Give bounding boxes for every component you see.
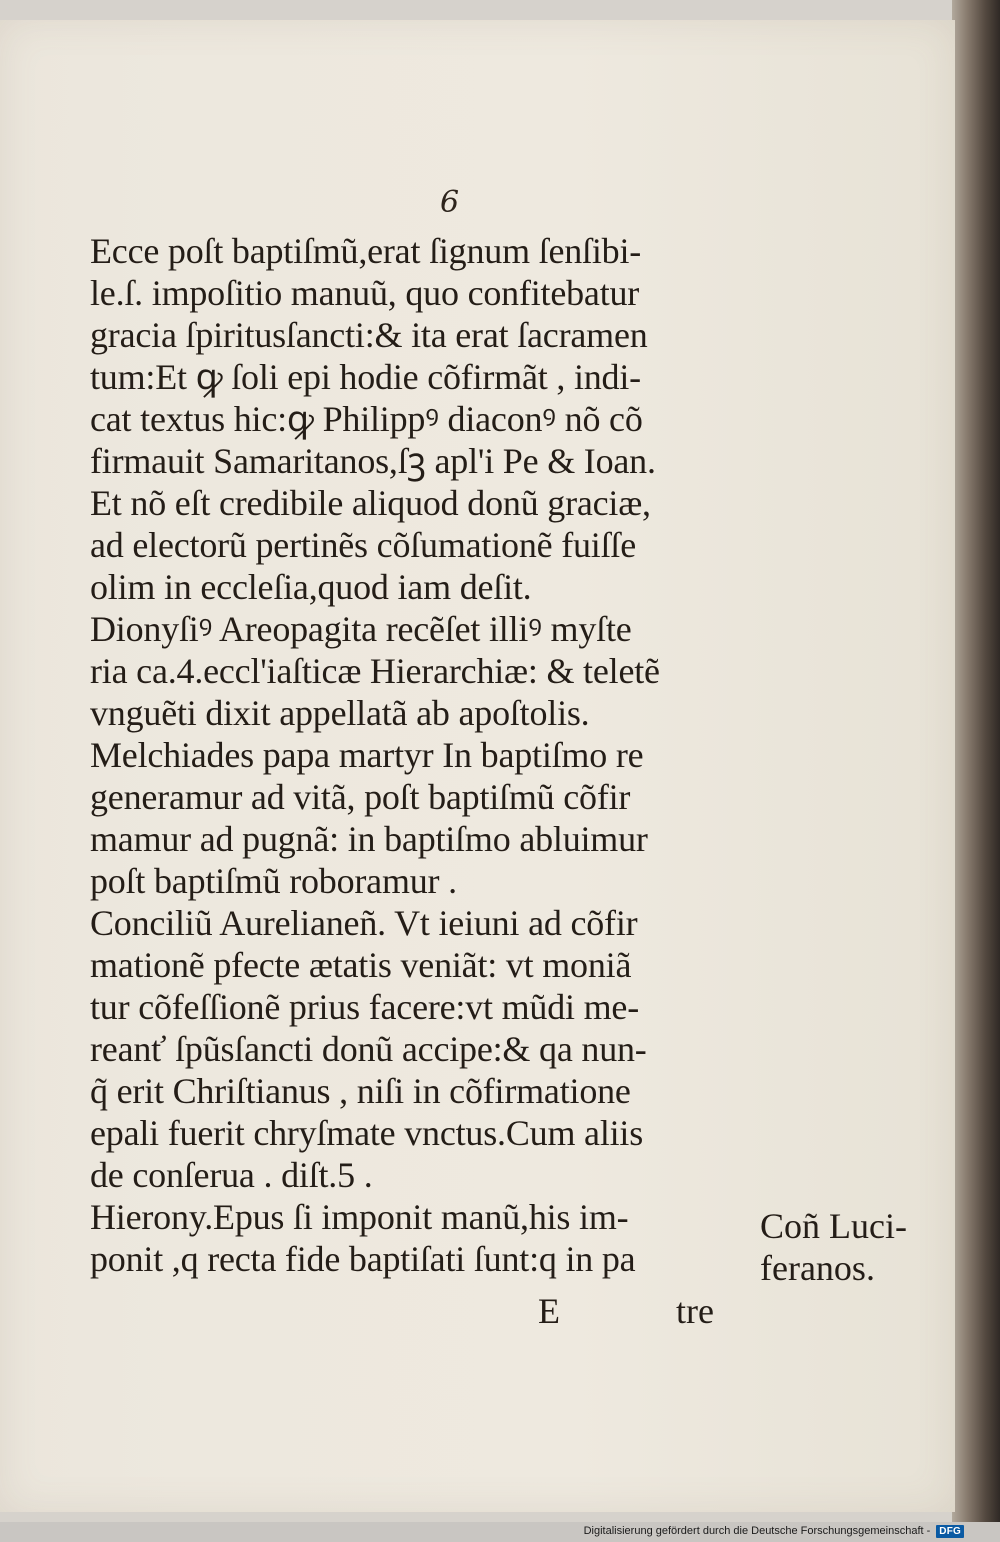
text-line-18: mationẽ pfecte ætatis veniãt: vt moniã [90, 945, 632, 985]
text-line-10: Dionyſiꝰ Areopagita recẽſet illiꝰ myſte [90, 609, 632, 649]
margin-note-line-1: Coñ Luci- [760, 1206, 907, 1246]
text-line-1: Ecce poſt baptiſmũ,erat ſignum ſenſibi- [90, 231, 642, 271]
page-number: 6 [440, 185, 460, 220]
text-line-25: ponit ,q recta fide baptiſati ſunt:q in pa [90, 1239, 636, 1279]
footer-credit [584, 1522, 964, 1540]
text-line-5: cat textus hic:ꝙ Philippꝰ diaconꝰ nõ cõ [90, 399, 643, 439]
text-line-7: Et nõ eſt credibile aliquod donũ graciæ, [90, 483, 651, 523]
text-line-2: le.ſ. impoſitio manuũ, quo confitebatur [90, 273, 640, 313]
text-line-8: ad electorũ pertinẽs cõſumationẽ fuiſſe [90, 525, 636, 565]
main-text-block [90, 230, 762, 1280]
book-page [0, 20, 955, 1512]
margin-note [760, 1205, 970, 1289]
catchword: tre [676, 1291, 714, 1331]
text-line-20: reanť ſpũsſancti donũ accipe:& qa nun- [90, 1029, 647, 1069]
text-line-24: Hierony.Epus ſi imponit manũ,his im- [90, 1197, 629, 1237]
text-line-12: vnguẽti dixit appellatã ab apoſtolis. [90, 693, 590, 733]
footer-credit-text: Digitalisierung gefördert durch die Deutsche Forschungsgemeinschaft - [583, 1525, 931, 1537]
text-line-6: firmauit Samaritanos,ſꝫ apl'i Pe & Ioan. [90, 441, 656, 481]
text-line-3: gracia ſpiritusſancti:& ita erat ſacramen [90, 315, 648, 355]
margin-note-line-2: feranos. [760, 1248, 875, 1288]
text-line-23: de conſerua . diſt.5 . [90, 1155, 373, 1195]
text-line-16: poſt baptiſmũ roboramur . [90, 861, 457, 901]
text-line-22: epali fuerit chryſmate vnctus.Cum aliis [90, 1113, 644, 1153]
text-line-11: ria ca.4.eccl'iaſticæ Hierarchiæ: & teletẽ [90, 651, 660, 691]
signature-mark: E [538, 1291, 560, 1331]
text-line-13: Melchiades papa martyr In baptiſmo re [90, 735, 644, 775]
text-line-14: generamur ad vitã, poſt baptiſmũ cõfir [90, 777, 631, 817]
book-edge-shadow [952, 0, 1000, 1522]
text-line-9: olim in eccleſia,quod iam deſit. [90, 567, 532, 607]
text-line-17: Conciliũ Aurelianeñ. Vt ieiuni ad cõfir [90, 903, 638, 943]
text-line-21: q̃ erit Chriſtianus , niſi in cõfirmatione [90, 1071, 631, 1111]
text-line-4: tum:Et ꝙ ſoli epi hodie cõfirmãt , indi- [90, 357, 641, 397]
text-line-19: tur cõfeſſionẽ prius facere:vt mũdi me- [90, 987, 639, 1027]
text-line-15: mamur ad pugnã: in baptiſmo abluimur [90, 819, 648, 859]
dfg-logo: DFG [936, 1525, 964, 1538]
